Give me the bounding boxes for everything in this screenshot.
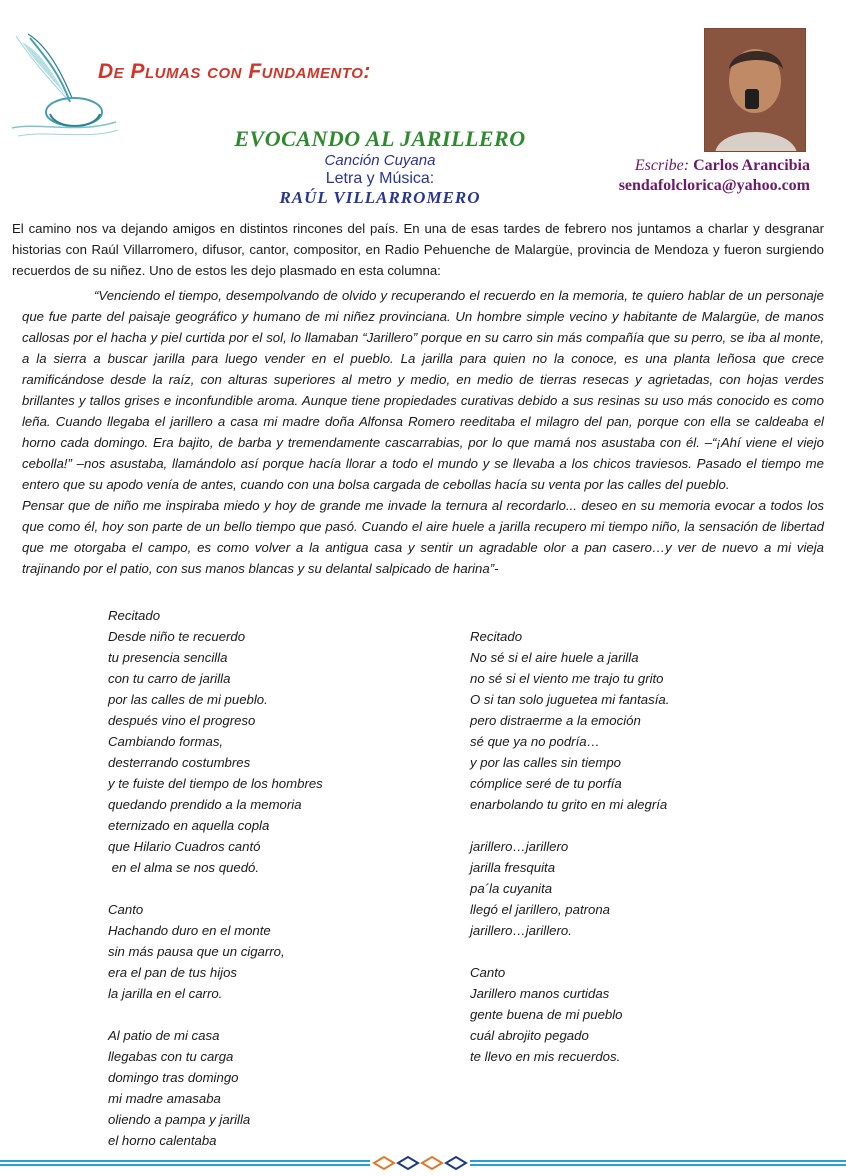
- lyric-line: y te fuiste del tiempo de los hombres: [108, 776, 323, 791]
- song-credits: Letra y Música:: [325, 170, 435, 187]
- lyric-line: en el alma se nos quedó.: [108, 860, 260, 875]
- lyric-line: que Hilario Cuadros cantó: [108, 839, 261, 854]
- lyric-line: llegó el jarillero, patrona: [470, 902, 611, 917]
- lyric-line: tu presencia sencilla: [108, 650, 228, 665]
- lyric-line: Canto: [470, 965, 506, 980]
- lyric-line: el horno calentaba: [108, 1133, 217, 1148]
- quill-inkwell-logo-icon: [8, 30, 120, 140]
- quote-paragraph: Pensar que de niño me inspiraba miedo y hoy de grande me invade la ternura al recordarlo... deseo en su memoria evocar a todos los que como él, hoy son parte de un bello tiempo que pasó. Cuando el aire huele a jarilla recupero mi tiempo niño, la sensación de libertad que me otorgaba el campo, es como volver a la antigua casa y sentir un agradable olor a pan casero…y ver de nuevo a mi vieja trajinando por el patio, con sus manos blancas y su delantal salpicado de harina”-: [22, 498, 824, 576]
- lyric-line: Recitado: [470, 629, 523, 644]
- lyric-line: la jarilla en el carro.: [108, 986, 223, 1001]
- lyric-line: por las calles de mi pueblo.: [108, 692, 268, 707]
- author-line: [584, 156, 810, 176]
- lyric-line: quedando prendido a la memoria: [108, 797, 302, 812]
- lyric-line: Canto: [108, 902, 144, 917]
- section-label: De Plumas con Fundamento:: [98, 60, 371, 83]
- author-portrait-icon: [705, 29, 806, 152]
- lyric-line: jarillero…jarillero: [470, 839, 569, 854]
- lyric-line: oliendo a pampa y jarilla: [108, 1112, 251, 1127]
- lyric-line: eternizado en aquella copla: [108, 818, 270, 833]
- lyric-line: [470, 815, 800, 836]
- lyric-line: era el pan de tus hijos: [108, 965, 238, 980]
- lyric-line: mi madre amasaba: [108, 1091, 221, 1106]
- lyric-line: pero distraerme a la emoción: [470, 713, 641, 728]
- lyric-line: O si tan solo juguetea mi fantasía.: [470, 692, 670, 707]
- title-block: [180, 126, 580, 208]
- lyric-line: [108, 878, 438, 899]
- author-email[interactable]: sendafolclorica@yahoo.com: [618, 177, 810, 194]
- song-genre: Canción Cuyana: [324, 152, 436, 169]
- quote-block: [22, 285, 824, 579]
- lyric-line: No sé si el aire huele a jarilla: [470, 650, 639, 665]
- composer-name: RAÚL VILLARROMERO: [279, 188, 481, 207]
- lyric-line: Recitado: [108, 608, 161, 623]
- lyric-line: sin más pausa que un cigarro,: [108, 944, 285, 959]
- lyric-line: [108, 1004, 438, 1025]
- lyric-line: llegabas con tu carga: [108, 1049, 234, 1064]
- author-photo: [704, 28, 806, 152]
- lyric-line: jarilla fresquita: [470, 860, 556, 875]
- lyric-line: enarbolando tu grito en mi alegría: [470, 797, 668, 812]
- lyric-line: no sé si el viento me trajo tu grito: [470, 671, 664, 686]
- lyric-line: pa´la cuyanita: [470, 881, 553, 896]
- lyric-line: después vino el progreso: [108, 713, 256, 728]
- footer-ornament-icon: [0, 1156, 846, 1170]
- lyric-line: desterrando costumbres: [108, 755, 251, 770]
- quote-paragraph: “Venciendo el tiempo, desempolvando de olvido y recuperando el recuerdo en la memoria, te quiero hablar de un personaje que fue parte del paisaje geográfico y humano de mi niñez provinciana. Un hombre simple vecino y habitante de Malargüe, de manos callosas por el hacha y piel curtida por el sol, lo llamaban “Jarillero” porque en su carro sin más compañía que su perro, se iba al monte, a la sierra a buscar jarilla para luego vender en el pueblo. La jarilla para quien no la conoce, es una planta leñosa que crece ramificándose desde la raíz, con alturas superiores al metro y medio, en medio de tierras resecas y agrietadas, con hojas verdes brillantes y tallos grises e inconfundible aroma. Aunque tiene propiedades curativas debido a sus resinas su uso más conocido es como leña. Cuando llegaba el jarillero a casa mi madre doña Alfonsa Romero reeditaba el milagro del pan, porque con ella se caldeaba el horno cada domingo. Era bajito, de barba y tremendamente cascarrabias, por lo que mamá nos asustaba con él. –“¡Ahí viene el viejo cebolla!” –nos asustaba, llamándolo así porque hacía llorar a todo el mundo y se llevaba a los chicos traviesos. Pasado el tiempo me entero que su apodo venía de antes, cuando con una bolsa cargada de cebollas hacía su venta por las calles del pueblo.: [22, 288, 824, 492]
- lyric-line: Jarillero manos curtidas: [470, 986, 610, 1001]
- author-label: Escribe:: [634, 157, 690, 174]
- lyrics-left-column: [108, 605, 438, 1151]
- lyric-line: cómplice seré de tu porfía: [470, 776, 622, 791]
- lyric-line: con tu carro de jarilla: [108, 671, 231, 686]
- lyric-line: Cambiando formas,: [108, 734, 224, 749]
- lyric-line: jarillero…jarillero.: [470, 923, 572, 938]
- lyric-line: gente buena de mi pueblo: [470, 1007, 623, 1022]
- author-block: [584, 156, 810, 196]
- lyric-line: domingo tras domingo: [108, 1070, 239, 1085]
- lyrics-right-column: [470, 626, 800, 1067]
- lyric-line: sé que ya no podría…: [470, 734, 600, 749]
- lyric-line: Hachando duro en el monte: [108, 923, 271, 938]
- author-name: Carlos Arancibia: [693, 157, 810, 174]
- intro-paragraph: El camino nos va dejando amigos en distintos rincones del país. En una de esas tardes de febrero nos juntamos a charlar y desgranar historias con Raúl Villarromero, difusor, cantor, compositor, en Radio Pehuenche de Malargüe, provincia de Mendoza y fueron surgiendo recuerdos de su niñez. Uno de estos les dejo plasmado en esta columna:: [12, 221, 824, 278]
- lyric-line: Al patio de mi casa: [108, 1028, 220, 1043]
- lyric-line: y por las calles sin tiempo: [470, 755, 621, 770]
- lyric-line: cuál abrojito pegado: [470, 1028, 589, 1043]
- lyric-line: [470, 941, 800, 962]
- lyric-line: te llevo en mis recuerdos.: [470, 1049, 621, 1064]
- lyric-line: Desde niño te recuerdo: [108, 629, 246, 644]
- article-title: EVOCANDO AL JARILLERO: [234, 126, 526, 151]
